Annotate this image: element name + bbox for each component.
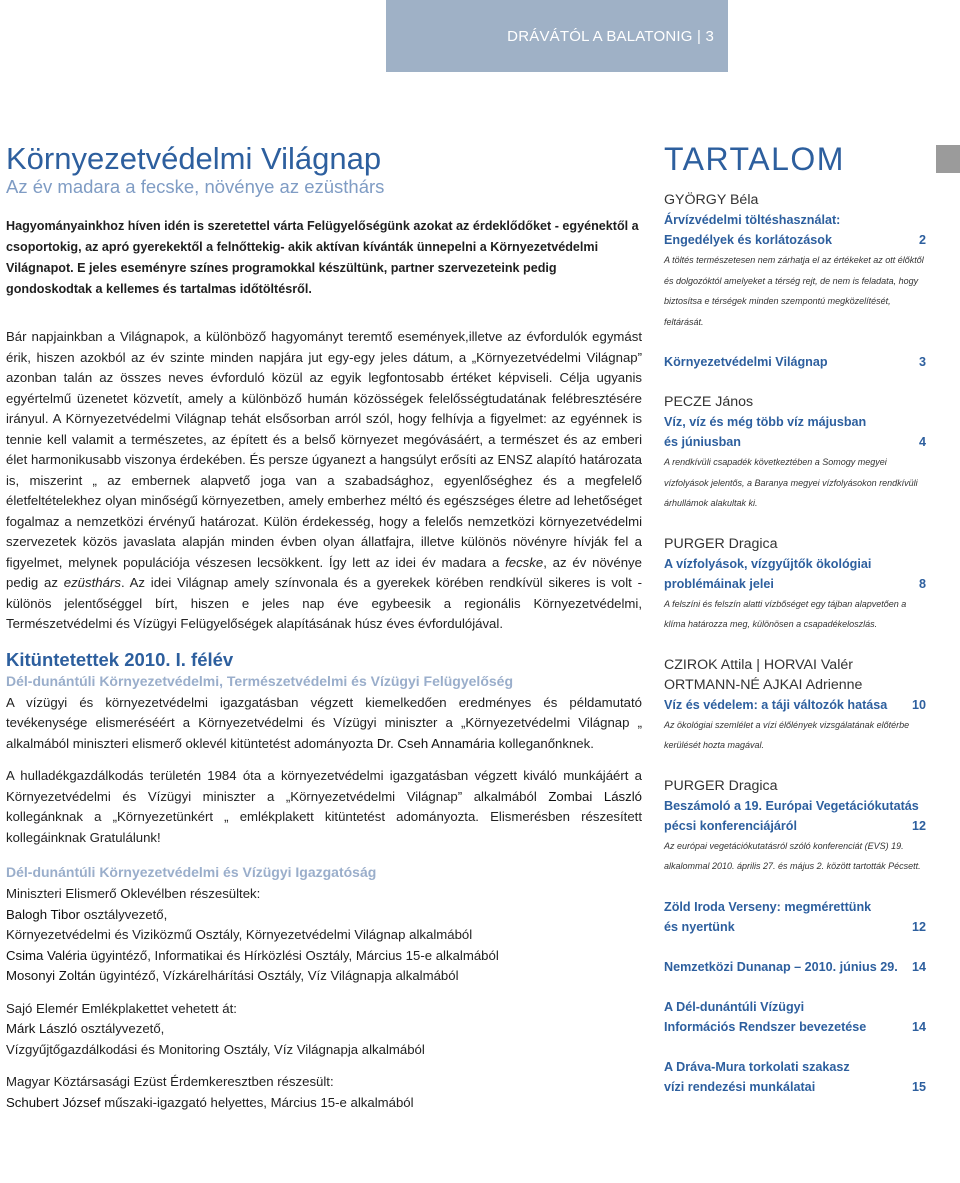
toc-entry-title-row — [664, 1077, 926, 1097]
article-lead: Hagyományainkhoz híven idén is szeretettel várta Felügyelőségünk azokat az érdeklődőket - egyénektől a csoportokig, az apró gyerekektől a felnőttekig- akik aktívan kívánták ünnepelni a Környezetvédelmi Világnapot. E jeles eseményre színes programokkal készültünk, partner szervezeteink pedig gondoskodtak a kellemes és tartalmas időtöltésről. — [6, 219, 639, 296]
article-subtitle: Az év madara a fecske, növénye az ezüsthárs — [6, 176, 385, 197]
toc-page-number: 2 — [918, 233, 926, 247]
body-text: A hulladékgazdálkodás területén 1984 óta a környezetvédelmi igazgatásban végzett kiváló munkájáért a Környezetvédelmi és Vízügyi miniszter a „Környezetvédelmi Világnap” alkalmából — [6, 768, 642, 804]
toc-entry-title: Környezetvédelmi Világnap — [664, 355, 828, 369]
toc-title: TARTALOM — [664, 141, 845, 177]
toc-page-number: 14 — [911, 959, 926, 974]
running-header — [386, 0, 728, 72]
body-text: ügyintéző, Vízkárelhárítási Osztály, Víz Világnapja alkalmából — [95, 968, 459, 983]
toc-entry[interactable] — [664, 897, 926, 937]
toc-entry-title: vízi rendezési munkálatai — [664, 1079, 816, 1094]
toc-entry[interactable] — [664, 190, 926, 332]
awards-subheading-directorate: Dél-dunántúli Környezetvédelmi és Vízügyi Igazgatóság — [6, 864, 377, 880]
toc-author: CZIROK Attila | HORVAI Valér — [664, 656, 853, 673]
toc-entry-title-row — [664, 352, 926, 372]
body-text: kollegánknak a „Környezetünkért „ emlékplakett kitüntetést adományozta. Elismerésben részesített kollegáinknak Gratulálunk! — [6, 809, 642, 845]
plant-of-year: ezüsthárs — [63, 575, 121, 590]
toc-entry-description: A felszíni és felszín alatti vízbőséget egy tájban alapvetően a klíma határozza meg, különösen a csapadékeloszlás. — [664, 598, 907, 629]
toc-entry-title-row — [664, 917, 926, 937]
toc-page-number: 12 — [911, 919, 926, 934]
bird-of-year: fecske — [505, 554, 544, 570]
body-text: Bár napjainkban a Világnapok, a különböző hagyományt teremtő események,illetve az évfordulók egymást érik, hiszen azokból az év szinte minden napjára jut egy-egy jeles dátum, a „Környezetvédelmi Világnap” azonban talán az összes neves évforduló közül az egyik legfontosabb értéket képviseli. Célja ugyanis egyértelmű üzenetet közvetít, amely a különböző humán közösségek felelősségtudatának felébresztésére irányul. A Környezetvédelmi Világnap tehát elsősorban arról szól, hogy felhívja a figyelmet: az egyénnek is tennie kell valamit a természetes, az épített és a belső környezet megóvásáért, a természet és az emberi élet harmonikusabb viszonya érdekében. És persze úgyanezt a hangsúlyt erősíti az ENSZ alapító határozata is, miszerint „ az embernek alapvető joga van a szabadsághoz, egyenlőséghez és a megfelelő életfeltételekhez olyan minőségű környezetben, amely emberhez méltó és egészséges életre ad lehetőséget fogalmaz a nemzetközi érvényű határozat. Külön érdekesség, hogy a felelős nemzetközi környezetvédelmi szervezetek közös javaslata alapján minden évben olyan állatfajra, illetve különös növényre hívják fel a figyelmet, melynek populációja vészesen lecsökkent. Így lett az idei év madara a — [6, 329, 642, 570]
body-text: osztályvezető, — [77, 1021, 165, 1036]
award-line — [6, 905, 642, 926]
person-name: Schubert József — [6, 1094, 101, 1110]
toc-entry-title: pécsi konferenciájáról — [664, 818, 797, 833]
award-line: Környezetvédelmi és Viziközmű Osztály, Környezetvédelmi Világnap alkalmából — [6, 927, 473, 942]
toc-entry-title: Árvízvédelmi töltéshasználat: — [664, 213, 841, 227]
award-paragraph-1 — [6, 693, 642, 755]
toc-entry-title: A Dráva-Mura torkolati szakasz — [664, 1059, 850, 1074]
person-name: Csima Valéria — [6, 947, 88, 963]
toc-entry-title: Víz és védelem: a táji változók hatása — [664, 697, 888, 712]
toc-entry-description: A töltés természetesen nem zárhatja el az értékeket az ott élőktől és dolgozóktól amelyeket a térség rejt, de nem is feladata, hogy biztosítsa e térségek minden szempontú megközelítését, feltárását. — [664, 255, 924, 327]
toc-page-number: 14 — [911, 1019, 926, 1034]
person-name: Balogh Tibor — [6, 906, 81, 922]
toc-entry-title-row — [664, 816, 926, 836]
toc-entry-title-row — [664, 1017, 926, 1037]
running-title: DRÁVÁTÓL A BALATONIG | 3 — [507, 27, 714, 45]
toc-author: GYÖRGY Béla — [664, 192, 759, 208]
toc-entry-title: Víz, víz és még több víz májusban — [664, 415, 867, 429]
award-line — [6, 1019, 642, 1040]
toc-entry-title: Nemzetközi Dunanap – 2010. június 29. — [664, 959, 898, 974]
toc-page-number: 12 — [911, 818, 926, 833]
award-intro: Sajó Elemér Emlékplakettet vehetett át: — [6, 1000, 237, 1016]
toc-entry-title: Beszámoló a 19. Európai Vegetációkutatás — [664, 798, 919, 813]
person-name: Dr. Cseh Annamária — [376, 735, 495, 751]
toc-entry-title: problémáinak jelei — [664, 576, 774, 591]
toc-entry-title: Zöld Iroda Verseny: megmérettünk — [664, 899, 872, 914]
toc-page-number: 4 — [918, 435, 926, 449]
toc-author: PURGER Dragica — [664, 535, 778, 552]
article-body — [6, 327, 642, 635]
award-line — [6, 1093, 642, 1114]
person-name: Mosonyi Zoltán — [6, 968, 96, 983]
toc-entry-title: és nyertünk — [664, 919, 735, 934]
toc-entry-description: A rendkívüli csapadék következtében a Somogy megyei vízfolyások jelentős, a Baranya megyei vízfolyásokon rendkívüli árhullámok alakultak ki. — [664, 457, 918, 508]
toc-entry-title-row — [664, 230, 926, 250]
toc-entry[interactable] — [664, 352, 926, 372]
toc-entry-title: Engedélyek és korlátozások — [664, 233, 832, 247]
body-text: osztályvezető, — [80, 906, 168, 922]
body-text: . Az idei Világnap amely színvonala és a gyerekek körében rendkívül sikeres is volt - különös jelentőséggel bírt, hiszen e jeles nap éve egybeesik a regionális Környezetvédelmi, Természetvédelmi és Vízügyi Felügyelőségek alapításának húsz éves évfordulójával. — [6, 575, 643, 631]
table-of-contents — [664, 142, 926, 1117]
award-line: Vízgyűjtőgazdálkodási és Monitoring Osztály, Víz Világnapja alkalmából — [6, 1041, 425, 1057]
body-text: műszaki-igazgató helyettes, Március 15-e alkalmából — [100, 1094, 414, 1110]
page-edge-tab — [936, 145, 960, 173]
toc-entry-title-row — [664, 695, 926, 715]
toc-entry[interactable] — [664, 997, 926, 1037]
body-text: A vízügyi és környezetvédelmi igazgatásban végzett kiemelkedően eredményes és példamutató tevékenysége elismeréséért a Környezetvédelmi és Vízügyi miniszter a „Környezetvédelmi Világnap „ alkalmából miniszteri elismerő oklevél kitüntetést adományozta — [6, 694, 642, 751]
toc-entry-title: Információs Rendszer bevezetése — [664, 1019, 867, 1034]
award-line — [6, 966, 642, 987]
toc-entry[interactable] — [664, 392, 926, 514]
toc-author: PECZE János — [664, 394, 754, 410]
body-text: kolleganőnknek. — [498, 735, 594, 751]
toc-entry[interactable] — [664, 534, 926, 635]
toc-author: ORTMANN-NÉ AJKAI Adrienne — [664, 676, 863, 693]
toc-entry-title-row — [664, 432, 926, 452]
awards-heading: Kitüntetettek 2010. I. félév — [6, 648, 234, 670]
award-line — [6, 946, 642, 967]
toc-entry-title: A vízfolyások, vízgyűjtők ökológiai — [664, 556, 872, 571]
toc-entry[interactable] — [664, 776, 926, 877]
toc-page-number: 15 — [911, 1079, 926, 1094]
toc-entry-description: Az ökológiai szemlélet a vízi élőlények vizsgálatának előtérbe kerülését hozta magával. — [664, 719, 910, 750]
toc-author: PURGER Dragica — [664, 777, 778, 794]
toc-entry[interactable] — [664, 655, 926, 756]
award-intro: Miniszteri Elismerő Oklevélben részesültek: — [6, 886, 261, 901]
toc-entry-title-row — [664, 574, 926, 594]
person-name: Zombai László — [548, 788, 643, 804]
person-name: Márk László — [6, 1021, 78, 1036]
toc-page-number: 10 — [911, 697, 926, 712]
award-intro: Magyar Köztársasági Ezüst Érdemkeresztben részesült: — [6, 1074, 334, 1089]
toc-entry-title-row — [664, 957, 926, 977]
toc-entry[interactable] — [664, 957, 926, 977]
toc-page-number: 3 — [918, 355, 926, 369]
toc-page-number: 8 — [918, 576, 926, 591]
toc-entry-description: Az európai vegetációkutatásról szóló konferenciát (EVS) 19. alkalommal 2010. április 27. és május 2. között tartották Pécsett. — [664, 840, 921, 871]
article-title: Környezetvédelmi Világnap — [6, 141, 382, 176]
toc-entry[interactable] — [664, 1057, 926, 1097]
awards-subheading-inspectorate: Dél-dunántúli Környezetvédelmi, Természetvédelmi és Vízügyi Felügyelőség — [6, 672, 513, 689]
award-paragraph-2 — [6, 766, 642, 848]
toc-entry-title: A Dél-dunántúli Vízügyi — [664, 999, 805, 1014]
body-text: , az év növénye pedig az — [6, 554, 642, 590]
body-text: ügyintéző, Informatikai és Hírközlési Osztály, Március 15-e alkalmából — [87, 947, 499, 963]
toc-entry-title: és júniusban — [664, 435, 741, 449]
article-column — [6, 142, 642, 1113]
